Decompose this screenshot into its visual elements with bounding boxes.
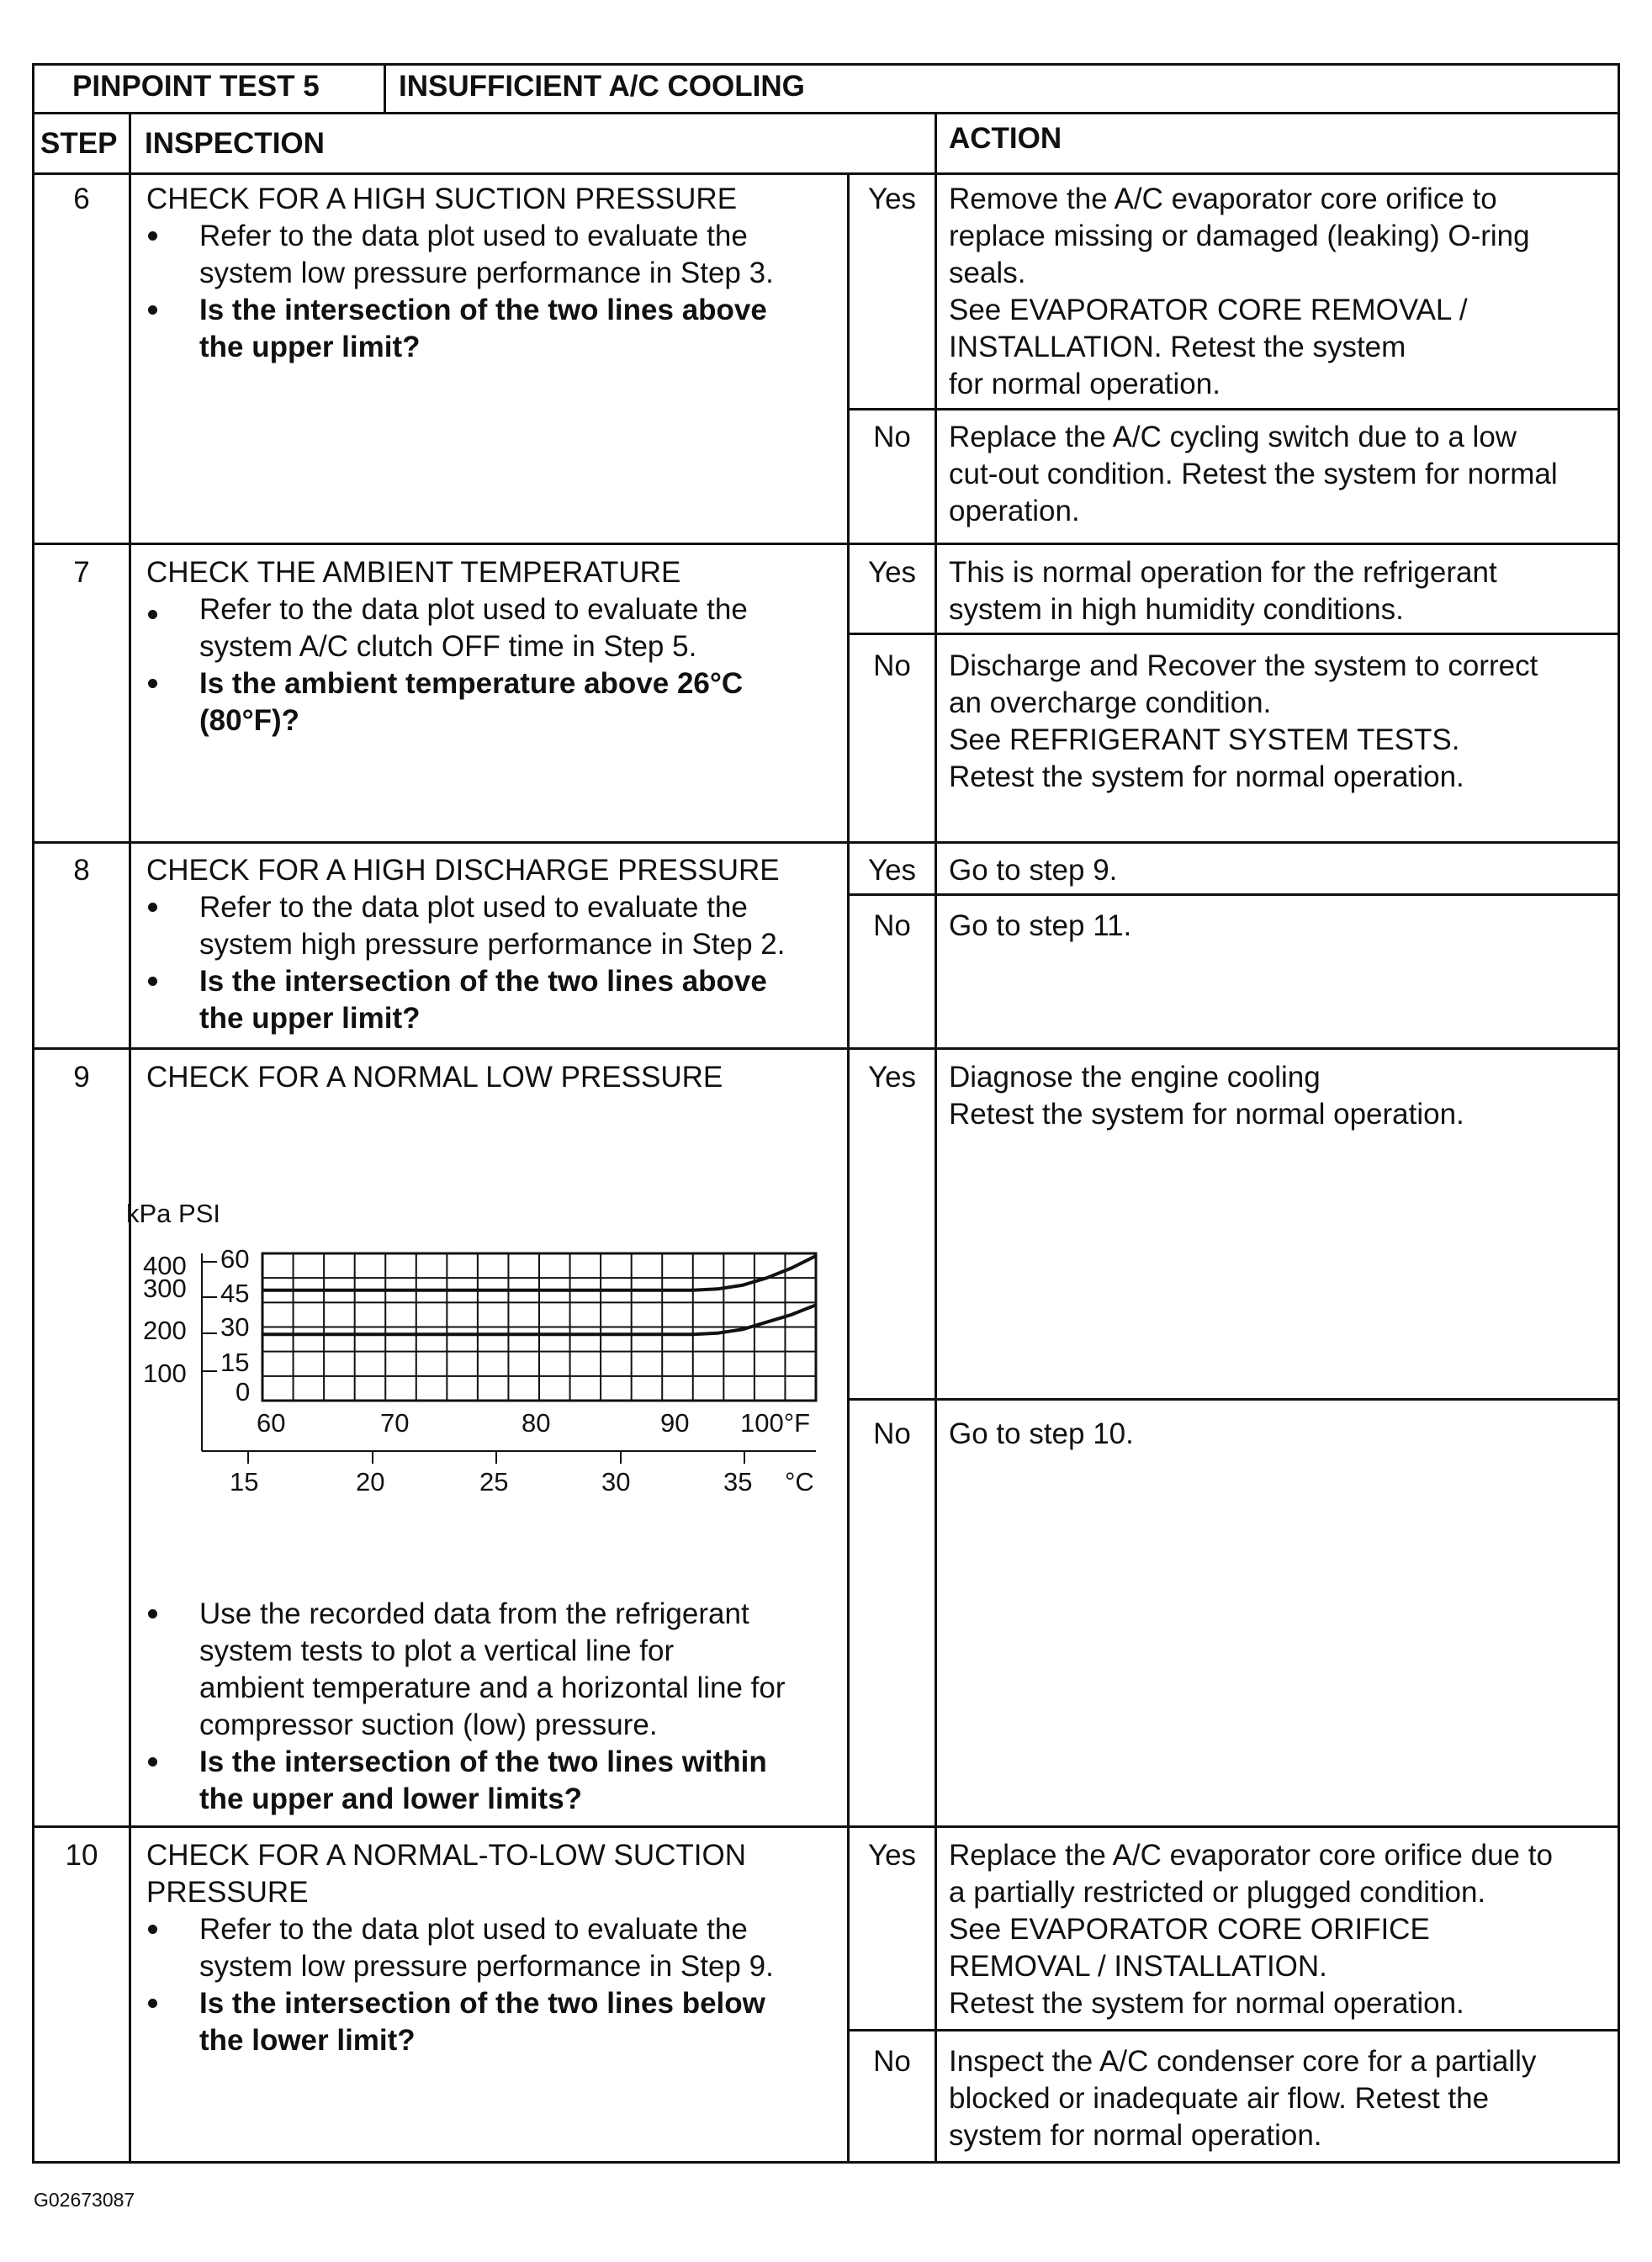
inspection-line: system high pressure performance in Step 2. — [199, 928, 786, 961]
inspection-heading: CHECK FOR A NORMAL LOW PRESSURE — [146, 1061, 723, 1094]
inspection-question: the upper limit? — [199, 331, 421, 363]
inspection-line: Refer to the data plot used to evaluate the — [199, 1913, 748, 1946]
inspection-question: the upper limit? — [199, 1002, 421, 1035]
psi-tick-label: 15 — [220, 1348, 250, 1377]
yes-action-line: for normal operation. — [949, 368, 1220, 400]
inspection-heading: CHECK FOR A NORMAL-TO-LOW SUCTION — [146, 1839, 747, 1872]
yes-label: Yes — [867, 183, 917, 215]
psi-tick-label: 60 — [220, 1244, 250, 1274]
bullet-icon — [148, 977, 157, 986]
rule-yes-no-10 — [847, 2029, 1620, 2032]
bullet-icon — [148, 231, 157, 241]
yes-action-line: Retest the system for normal operation. — [949, 1098, 1464, 1131]
col-header-inspection: INSPECTION — [145, 127, 325, 160]
inspection-line: system low pressure performance in Step 9. — [199, 1950, 774, 1983]
inspection-line: system A/C clutch OFF time in Step 5. — [199, 630, 697, 663]
kpa-tick-label: 100 — [143, 1359, 187, 1388]
yes-action-line: See EVAPORATOR CORE ORIFICE — [949, 1913, 1430, 1946]
no-action-line: system for normal operation. — [949, 2119, 1322, 2152]
rule-yes-no-7 — [847, 633, 1620, 635]
inspection-line: ambient temperature and a horizontal line for — [199, 1671, 786, 1704]
yes-label: Yes — [867, 1061, 917, 1094]
step-number: 8 — [73, 854, 90, 887]
yes-action-line: seals. — [949, 257, 1026, 289]
no-label: No — [873, 1417, 911, 1450]
low-pressure-chart — [126, 1199, 850, 1502]
inspection-heading: CHECK FOR A HIGH SUCTION PRESSURE — [146, 183, 738, 215]
inspection-heading: CHECK THE AMBIENT TEMPERATURE — [146, 556, 681, 589]
inspection-question: Is the intersection of the two lines above — [199, 965, 767, 998]
no-action-line: Go to step 11. — [949, 909, 1132, 942]
inspection-heading: CHECK FOR A HIGH DISCHARGE PRESSURE — [146, 854, 780, 887]
inspection-line: Refer to the data plot used to evaluate the — [199, 220, 748, 252]
kpa-tick-label: 200 — [143, 1316, 187, 1345]
bullet-icon — [148, 1925, 157, 1934]
no-action-line: Replace the A/C cycling switch due to a low — [949, 421, 1517, 453]
col-header-action: ACTION — [949, 122, 1062, 155]
f-tick-label: 60 — [257, 1408, 286, 1438]
c-tick-label: °C — [785, 1467, 814, 1497]
yes-label: Yes — [867, 854, 917, 887]
inspection-line: system tests to plot a vertical line for — [199, 1634, 675, 1667]
step-number: 6 — [73, 183, 90, 215]
no-label: No — [873, 2045, 911, 2078]
c-tick-label: 25 — [479, 1467, 509, 1497]
bullet-icon — [148, 679, 157, 688]
yes-action-line: See EVAPORATOR CORE REMOVAL / — [949, 294, 1468, 326]
yes-action-line: replace missing or damaged (leaking) O-ring — [949, 220, 1530, 252]
rule-title-bottom — [32, 112, 1620, 114]
no-action-line: Go to step 10. — [949, 1417, 1134, 1450]
no-action-line: an overcharge condition. — [949, 686, 1272, 719]
no-action-line: operation. — [949, 495, 1080, 527]
bullet-icon — [148, 1999, 157, 2008]
no-action-line: Retest the system for normal operation. — [949, 760, 1464, 793]
inspection-question: (80°F)? — [199, 704, 299, 737]
no-action-line: blocked or inadequate air flow. Retest the — [949, 2082, 1490, 2115]
inspection-question: Is the intersection of the two lines within — [199, 1746, 767, 1778]
yes-action-line: Remove the A/C evaporator core orifice to — [949, 183, 1497, 215]
yes-label: Yes — [867, 1839, 917, 1872]
yes-action-line: Replace the A/C evaporator core orifice due to — [949, 1839, 1553, 1872]
rule-step-8 — [32, 841, 1620, 844]
inspection-question: Is the intersection of the two lines above — [199, 294, 767, 326]
f-tick-label: 70 — [380, 1408, 410, 1438]
kpa-tick-label: 400 — [143, 1251, 187, 1280]
rule-step-7 — [32, 543, 1620, 545]
f-tick-label: 100°F — [740, 1408, 811, 1438]
yes-action-line: system in high humidity conditions. — [949, 593, 1404, 626]
border-top — [32, 63, 1620, 66]
rule-yes-no-8 — [847, 893, 1620, 896]
figure-code: G02673087 — [34, 2189, 135, 2211]
kpa-tick-label: 300 — [143, 1274, 187, 1303]
chart-grid — [202, 1253, 816, 1464]
col-rule-action — [935, 112, 937, 2164]
yes-action-line: REMOVAL / INSTALLATION. — [949, 1950, 1327, 1983]
chart-units-label: kPa PSI — [126, 1199, 220, 1228]
yes-label: Yes — [867, 556, 917, 589]
step-number: 10 — [65, 1839, 98, 1872]
step-number: 9 — [73, 1061, 90, 1094]
inspection-line: system low pressure performance in Step 3. — [199, 257, 774, 289]
inspection-question: the lower limit? — [199, 2024, 416, 2057]
yes-action-line: This is normal operation for the refrigerant — [949, 556, 1497, 589]
yes-action-line: Diagnose the engine cooling — [949, 1061, 1321, 1094]
title-divider — [384, 63, 386, 114]
rule-step-9 — [32, 1047, 1620, 1050]
c-tick-label: 30 — [601, 1467, 631, 1497]
rule-step-10 — [32, 1825, 1620, 1828]
f-tick-label: 80 — [522, 1408, 551, 1438]
yes-action-line: INSTALLATION. Retest the system — [949, 331, 1406, 363]
inspection-question: the upper and lower limits? — [199, 1783, 583, 1815]
inspection-question: Is the ambient temperature above 26°C — [199, 667, 744, 700]
rule-yes-no-9 — [847, 1398, 1620, 1401]
no-action-line: See REFRIGERANT SYSTEM TESTS. — [949, 723, 1460, 756]
f-tick-label: 90 — [660, 1408, 690, 1438]
inspection-line: compressor suction (low) pressure. — [199, 1708, 658, 1741]
inspection-line: Use the recorded data from the refrigerant — [199, 1597, 749, 1630]
no-action-line: Discharge and Recover the system to correct — [949, 649, 1538, 682]
no-action-line: Inspect the A/C condenser core for a partially — [949, 2045, 1537, 2078]
inspection-line: Refer to the data plot used to evaluate the — [199, 593, 748, 626]
psi-tick-label: 0 — [236, 1377, 251, 1406]
yes-action-line: Go to step 9. — [949, 854, 1118, 887]
c-tick-label: 35 — [723, 1467, 753, 1497]
no-action-line: cut-out condition. Retest the system for normal — [949, 458, 1558, 490]
inspection-heading: PRESSURE — [146, 1876, 309, 1909]
border-right — [1618, 63, 1620, 2164]
inspection-question: Is the intersection of the two lines below — [199, 1987, 765, 2020]
step-number: 7 — [73, 556, 90, 589]
col-rule-step — [129, 112, 131, 2164]
c-tick-label: 15 — [230, 1467, 259, 1497]
bullet-icon — [148, 305, 157, 315]
bullet-icon — [148, 903, 157, 912]
test-label: PINPOINT TEST 5 — [72, 70, 320, 103]
no-label: No — [873, 649, 911, 682]
yes-action-line: Retest the system for normal operation. — [949, 1987, 1464, 2020]
bullet-icon — [148, 1609, 157, 1618]
c-tick-label: 20 — [356, 1467, 385, 1497]
bullet-icon — [148, 610, 157, 619]
no-label: No — [873, 909, 911, 942]
bullet-icon — [148, 1757, 157, 1767]
rule-header-bottom — [32, 172, 1620, 175]
col-header-step: STEP — [40, 127, 118, 160]
border-bottom — [32, 2161, 1620, 2164]
inspection-line: Refer to the data plot used to evaluate the — [199, 891, 748, 924]
psi-tick-label: 30 — [220, 1312, 250, 1342]
test-title: INSUFFICIENT A/C COOLING — [399, 70, 805, 103]
rule-yes-no-6 — [847, 408, 1620, 411]
no-label: No — [873, 421, 911, 453]
psi-tick-label: 45 — [220, 1279, 250, 1308]
yes-action-line: a partially restricted or plugged condition. — [949, 1876, 1486, 1909]
